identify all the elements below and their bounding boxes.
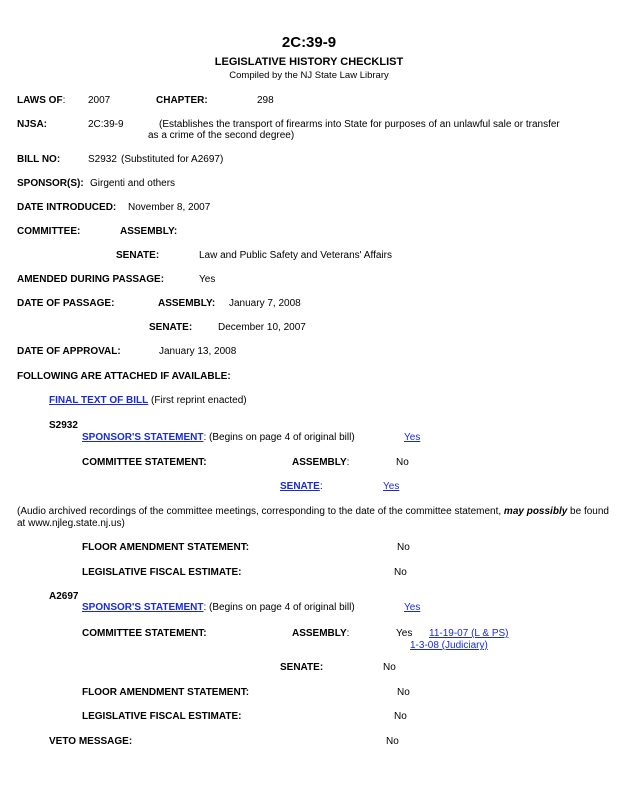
chapter-label: CHAPTER:	[156, 95, 208, 106]
committee-senate-label: SENATE:	[116, 250, 160, 261]
floor-amendment-label-1: FLOOR AMENDMENT STATEMENT:	[82, 542, 250, 553]
s2932-assembly-value: No	[396, 457, 409, 468]
a2697-label: A2697	[49, 591, 79, 602]
checklist-title: LEGISLATIVE HISTORY CHECKLIST	[214, 56, 404, 68]
final-text-row	[49, 395, 247, 407]
floor-amendment-label-2: FLOOR AMENDMENT STATEMENT:	[82, 687, 250, 698]
date-introduced-value: November 8, 2007	[128, 202, 211, 213]
statute-title: 2C:39-9	[281, 34, 337, 51]
date-introduced-label: DATE INTRODUCED:	[17, 202, 117, 213]
final-text-link[interactable]: FINAL TEXT OF BILL	[49, 395, 149, 406]
a2697-assembly-label: ASSEMBLY:	[292, 628, 350, 639]
s2932-sponsor-statement-note: : (Begins on page 4 of original bill)	[203, 432, 355, 443]
passage-assembly-value: January 7, 2008	[229, 298, 301, 309]
audio-note-line1: (Audio archived recordings of the committee meetings, corresponding to the date of the committee statement, may possibly be found	[17, 506, 609, 517]
a2697-committee-link-judiciary[interactable]: 1-3-08 (Judiciary)	[410, 640, 488, 651]
s2932-senate-link[interactable]: SENATE	[280, 481, 320, 492]
bill-no-value: S2932	[88, 154, 117, 165]
floor-amendment-value-1: No	[397, 542, 410, 553]
s2932-sponsor-statement-row	[82, 432, 355, 444]
bill-no-label: BILL NO:	[17, 154, 61, 165]
njsa-description-line1: (Establishes the transport of firearms into State for purposes of an unlawful sale or transfer	[159, 119, 560, 130]
amended-label: AMENDED DURING PASSAGE:	[17, 274, 165, 285]
s2932-assembly-label: ASSEMBLY:	[292, 457, 350, 468]
date-of-approval-label: DATE OF APPROVAL:	[17, 346, 121, 357]
date-of-approval-value: January 13, 2008	[159, 346, 237, 357]
passage-senate-value: December 10, 2007	[218, 322, 306, 333]
fiscal-estimate-value-1: No	[394, 567, 407, 578]
s2932-label: S2932	[49, 420, 78, 431]
fiscal-estimate-value-2: No	[394, 711, 407, 722]
sponsors-label: SPONSOR(S):	[17, 178, 84, 189]
a2697-sponsor-statement-row	[82, 602, 355, 614]
date-of-passage-label: DATE OF PASSAGE:	[17, 298, 115, 309]
veto-message-label: VETO MESSAGE:	[49, 736, 133, 747]
njsa-description-line2: as a crime of the second degree)	[148, 130, 295, 141]
sponsors-value: Girgenti and others	[90, 178, 176, 189]
final-text-note: (First reprint enacted)	[151, 395, 247, 406]
njsa-value: 2C:39-9	[88, 119, 124, 130]
s2932-committee-statement-label: COMMITTEE STATEMENT:	[82, 457, 207, 468]
veto-message-value: No	[386, 736, 399, 747]
laws-of-value: 2007	[88, 95, 111, 106]
s2932-sponsor-statement-yes-link[interactable]: Yes	[404, 432, 421, 443]
a2697-assembly-value: Yes	[396, 628, 413, 639]
a2697-senate-value: No	[383, 662, 396, 673]
a2697-sponsor-statement-link[interactable]: SPONSOR'S STATEMENT	[82, 602, 204, 613]
laws-of-label: LAWS OF:	[17, 95, 66, 106]
bill-no-note: (Substituted for A2697)	[121, 154, 224, 165]
audio-note-line2: at www.njleg.state.nj.us)	[17, 518, 125, 529]
a2697-committee-statement-label: COMMITTEE STATEMENT:	[82, 628, 207, 639]
attached-heading: FOLLOWING ARE ATTACHED IF AVAILABLE:	[17, 371, 231, 382]
passage-assembly-label: ASSEMBLY:	[158, 298, 216, 309]
floor-amendment-value-2: No	[397, 687, 410, 698]
a2697-sponsor-statement-yes-link[interactable]: Yes	[404, 602, 421, 613]
s2932-senate-yes-link[interactable]: Yes	[383, 481, 400, 492]
committee-assembly-label: ASSEMBLY:	[120, 226, 178, 237]
a2697-sponsor-statement-note: : (Begins on page 4 of original bill)	[203, 602, 355, 613]
amended-value: Yes	[199, 274, 216, 285]
s2932-sponsor-statement-link[interactable]: SPONSOR'S STATEMENT	[82, 432, 204, 443]
passage-senate-label: SENATE:	[149, 322, 193, 333]
s2932-senate-row: SENATE:	[280, 481, 323, 492]
fiscal-estimate-label-2: LEGISLATIVE FISCAL ESTIMATE:	[82, 711, 242, 722]
a2697-senate-label: SENATE:	[280, 662, 324, 673]
chapter-value: 298	[257, 95, 274, 106]
committee-senate-value: Law and Public Safety and Veterans' Affairs	[199, 250, 392, 261]
njsa-label: NJSA:	[17, 119, 48, 130]
a2697-committee-link-lps[interactable]: 11-19-07 (L & PS)	[429, 628, 509, 639]
fiscal-estimate-label-1: LEGISLATIVE FISCAL ESTIMATE:	[82, 567, 242, 578]
committee-label: COMMITTEE:	[17, 226, 81, 237]
compiled-by: Compiled by the NJ State Law Library	[229, 70, 389, 81]
